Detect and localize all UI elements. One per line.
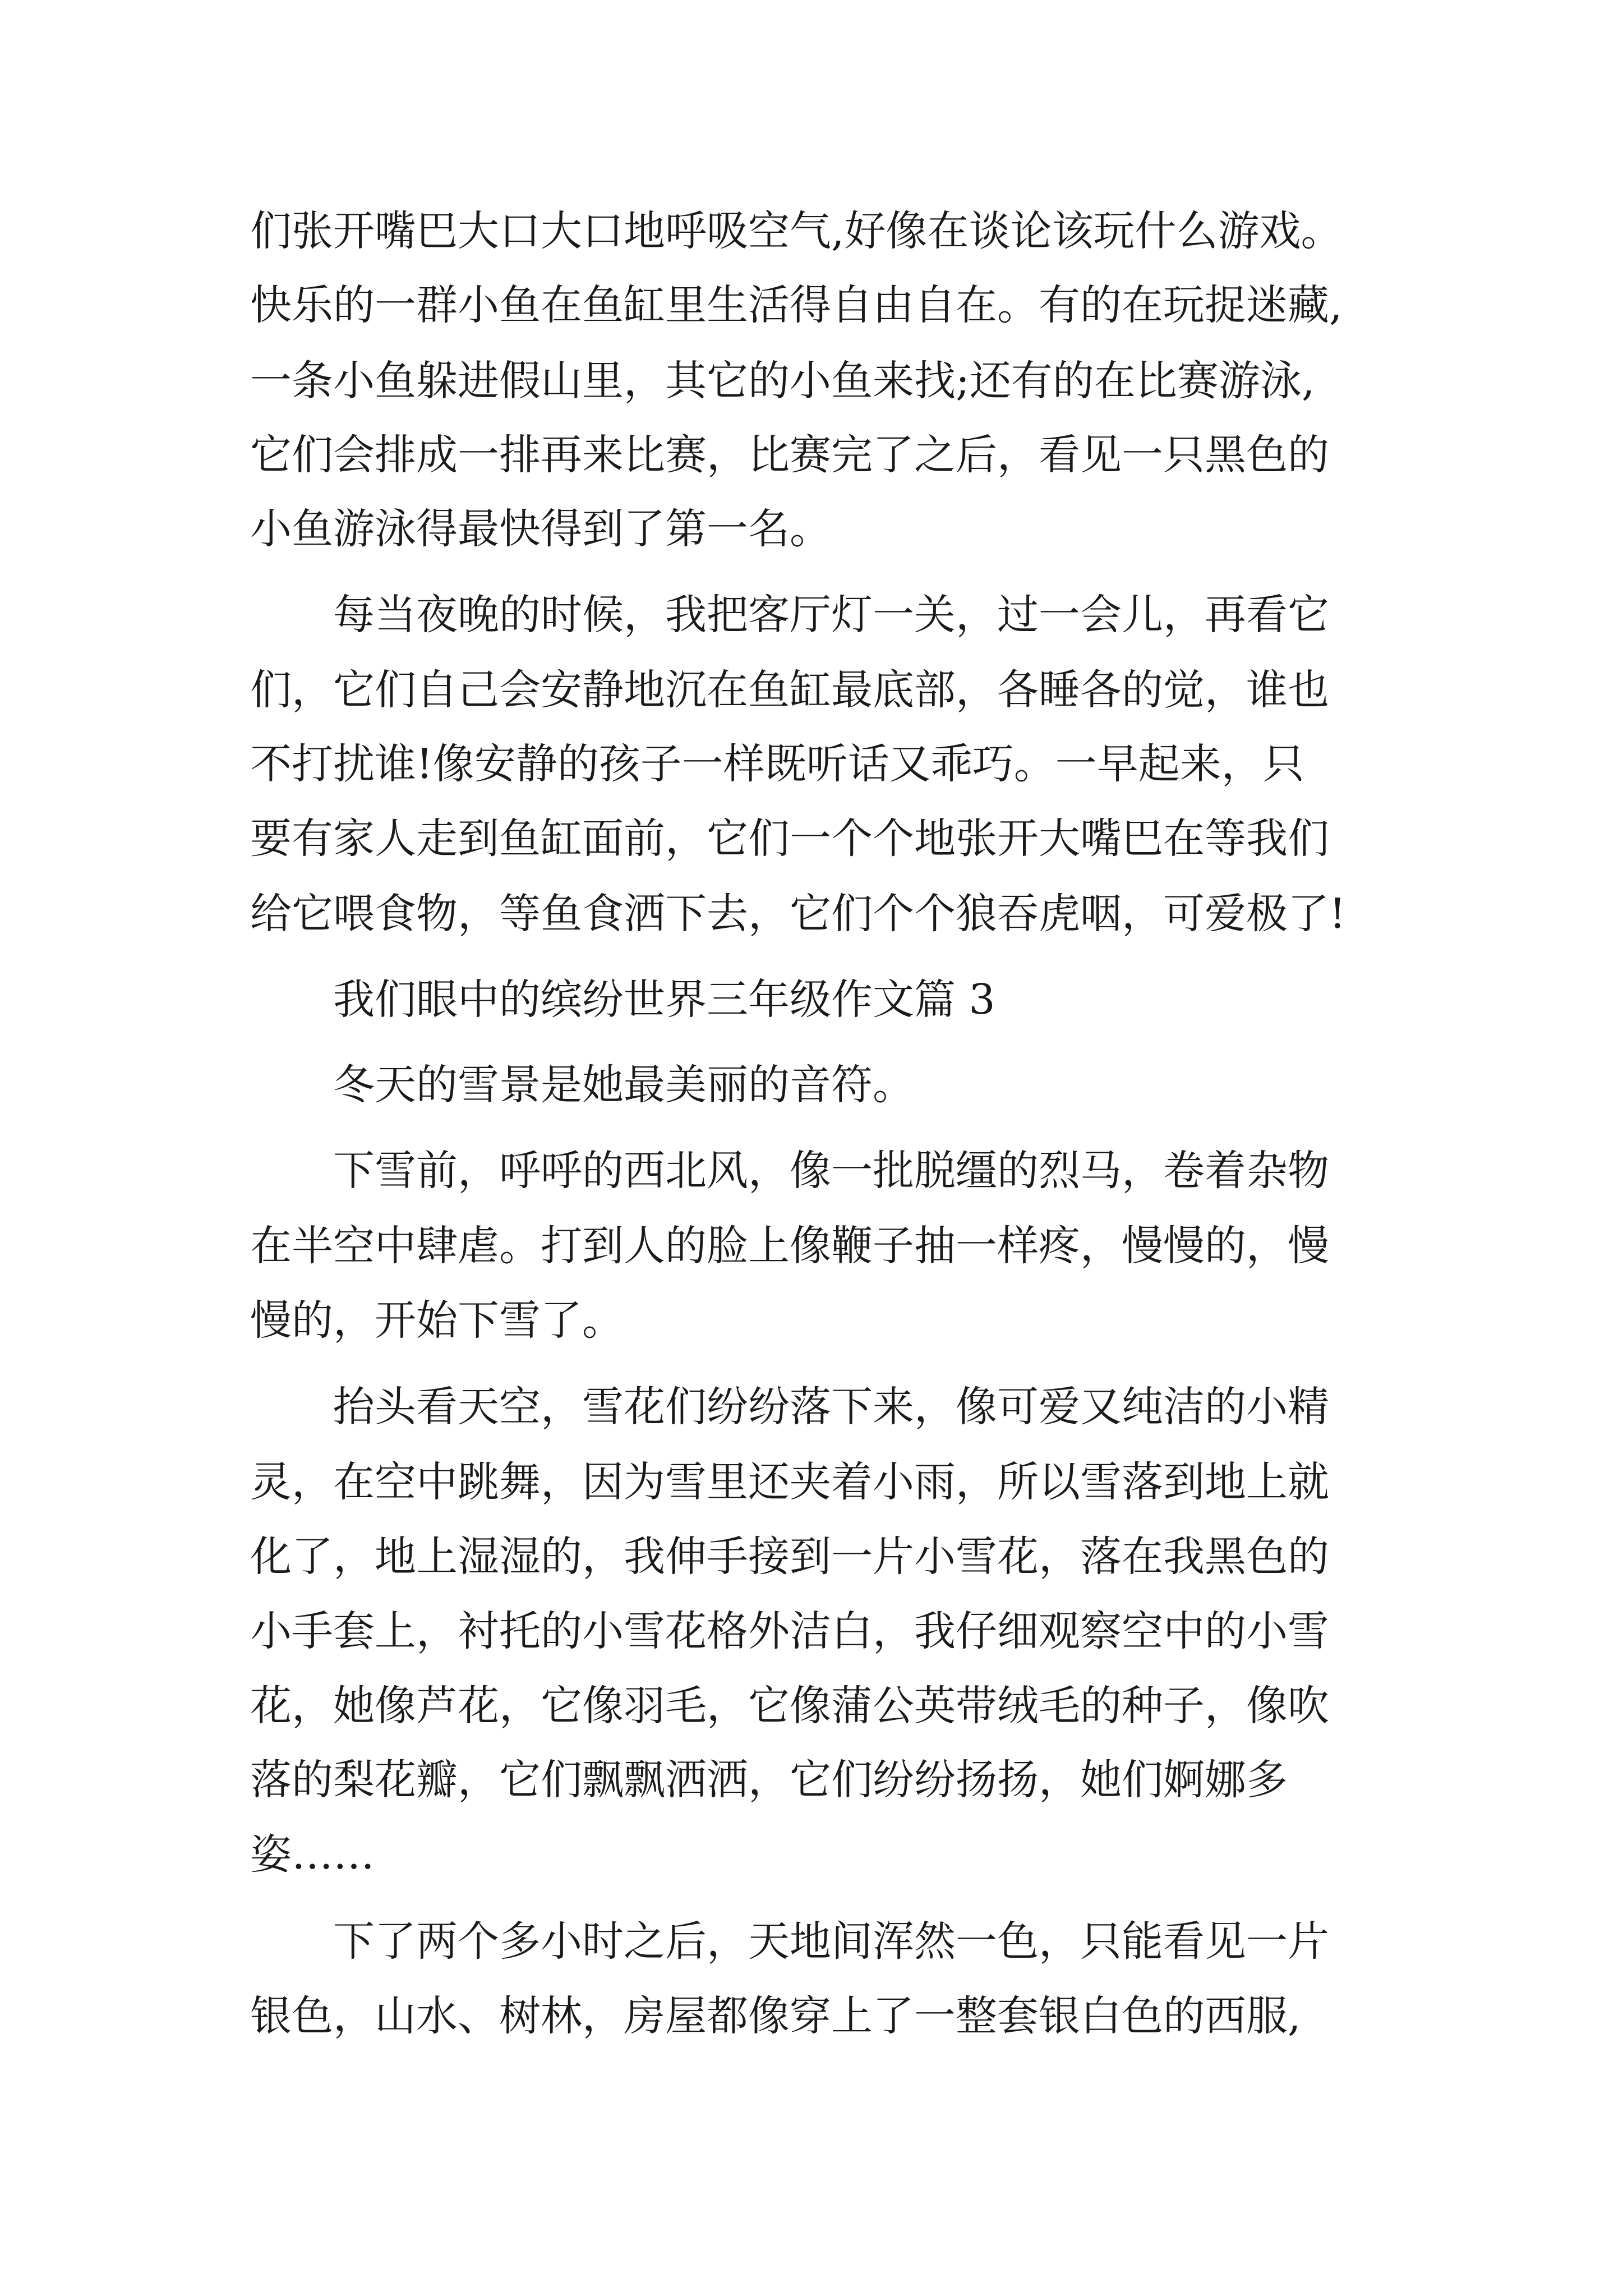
text-line: 小手套上，衬托的小雪花格外洁白，我仔细观察空中的小雪 <box>250 1607 1329 1655</box>
text-line: 花，她像芦花，它像羽毛，它像蒲公英带绒毛的种子，像吹 <box>250 1682 1329 1730</box>
text-line: 化了，地上湿湿的，我伸手接到一片小雪花，落在我黑色的 <box>250 1533 1329 1581</box>
paragraph-first-line: 每当夜晚的时候，我把客厅灯一关，过一会儿，再看它 <box>333 591 1329 639</box>
text-line: 要有家人走到鱼缸面前，它们一个个地张开大嘴巴在等我们 <box>250 815 1329 863</box>
paragraph-first-line: 下了两个多小时之后，天地间浑然一色，只能看见一片 <box>333 1917 1329 1966</box>
text-line: 它们会排成一排再来比赛，比赛完了之后，看见一只黑色的 <box>250 431 1329 479</box>
text-line: 灵，在空中跳舞，因为雪里还夹着小雨，所以雪落到地上就 <box>250 1458 1329 1506</box>
text-line: 一条小鱼躲进假山里，其它的小鱼来找;还有的在比赛游泳, <box>250 357 1315 405</box>
text-line: 给它喂食物，等鱼食洒下去，它们个个狼吞虎咽，可爱极了! <box>250 890 1346 938</box>
text-line: 们张开嘴巴大口大口地呼吸空气,好像在谈论该玩什么游戏。 <box>250 207 1343 255</box>
text-line: 慢的，开始下雪了。 <box>250 1296 624 1345</box>
text-line: 快乐的一群小鱼在鱼缸里生活得自由自在。有的在玩捉迷藏, <box>250 281 1343 329</box>
paragraph-first-line: 冬天的雪景是她最美丽的音符。 <box>333 1061 914 1109</box>
paragraph-first-line: 抬头看天空，雪花们纷纷落下来，像可爱又纯洁的小精 <box>333 1383 1329 1431</box>
text-line: 们，它们自己会安静地沉在鱼缸最底部，各睡各的觉，谁也 <box>250 666 1329 714</box>
text-line: 在半空中肆虐。打到人的脸上像鞭子抽一样疼，慢慢的，慢 <box>250 1222 1329 1270</box>
text-line: 银色，山水、树林，房屋都像穿上了一整套银白色的西服, <box>250 1992 1301 2040</box>
text-line: 小鱼游泳得最快得到了第一名。 <box>250 505 831 553</box>
paragraph-first-line: 下雪前，呼呼的西北风，像一批脱缰的烈马，卷着杂物 <box>333 1147 1329 1195</box>
text-line: 不打扰谁!像安静的孩子一样既听话又乖巧。一早起来，只 <box>250 740 1304 788</box>
section-heading: 我们眼中的缤纷世界三年级作文篇 3 <box>333 976 995 1024</box>
text-line: 姿…… <box>250 1830 375 1879</box>
text-line: 落的梨花瓣，它们飘飘洒洒，它们纷纷扬扬，她们婀娜多 <box>250 1756 1288 1804</box>
